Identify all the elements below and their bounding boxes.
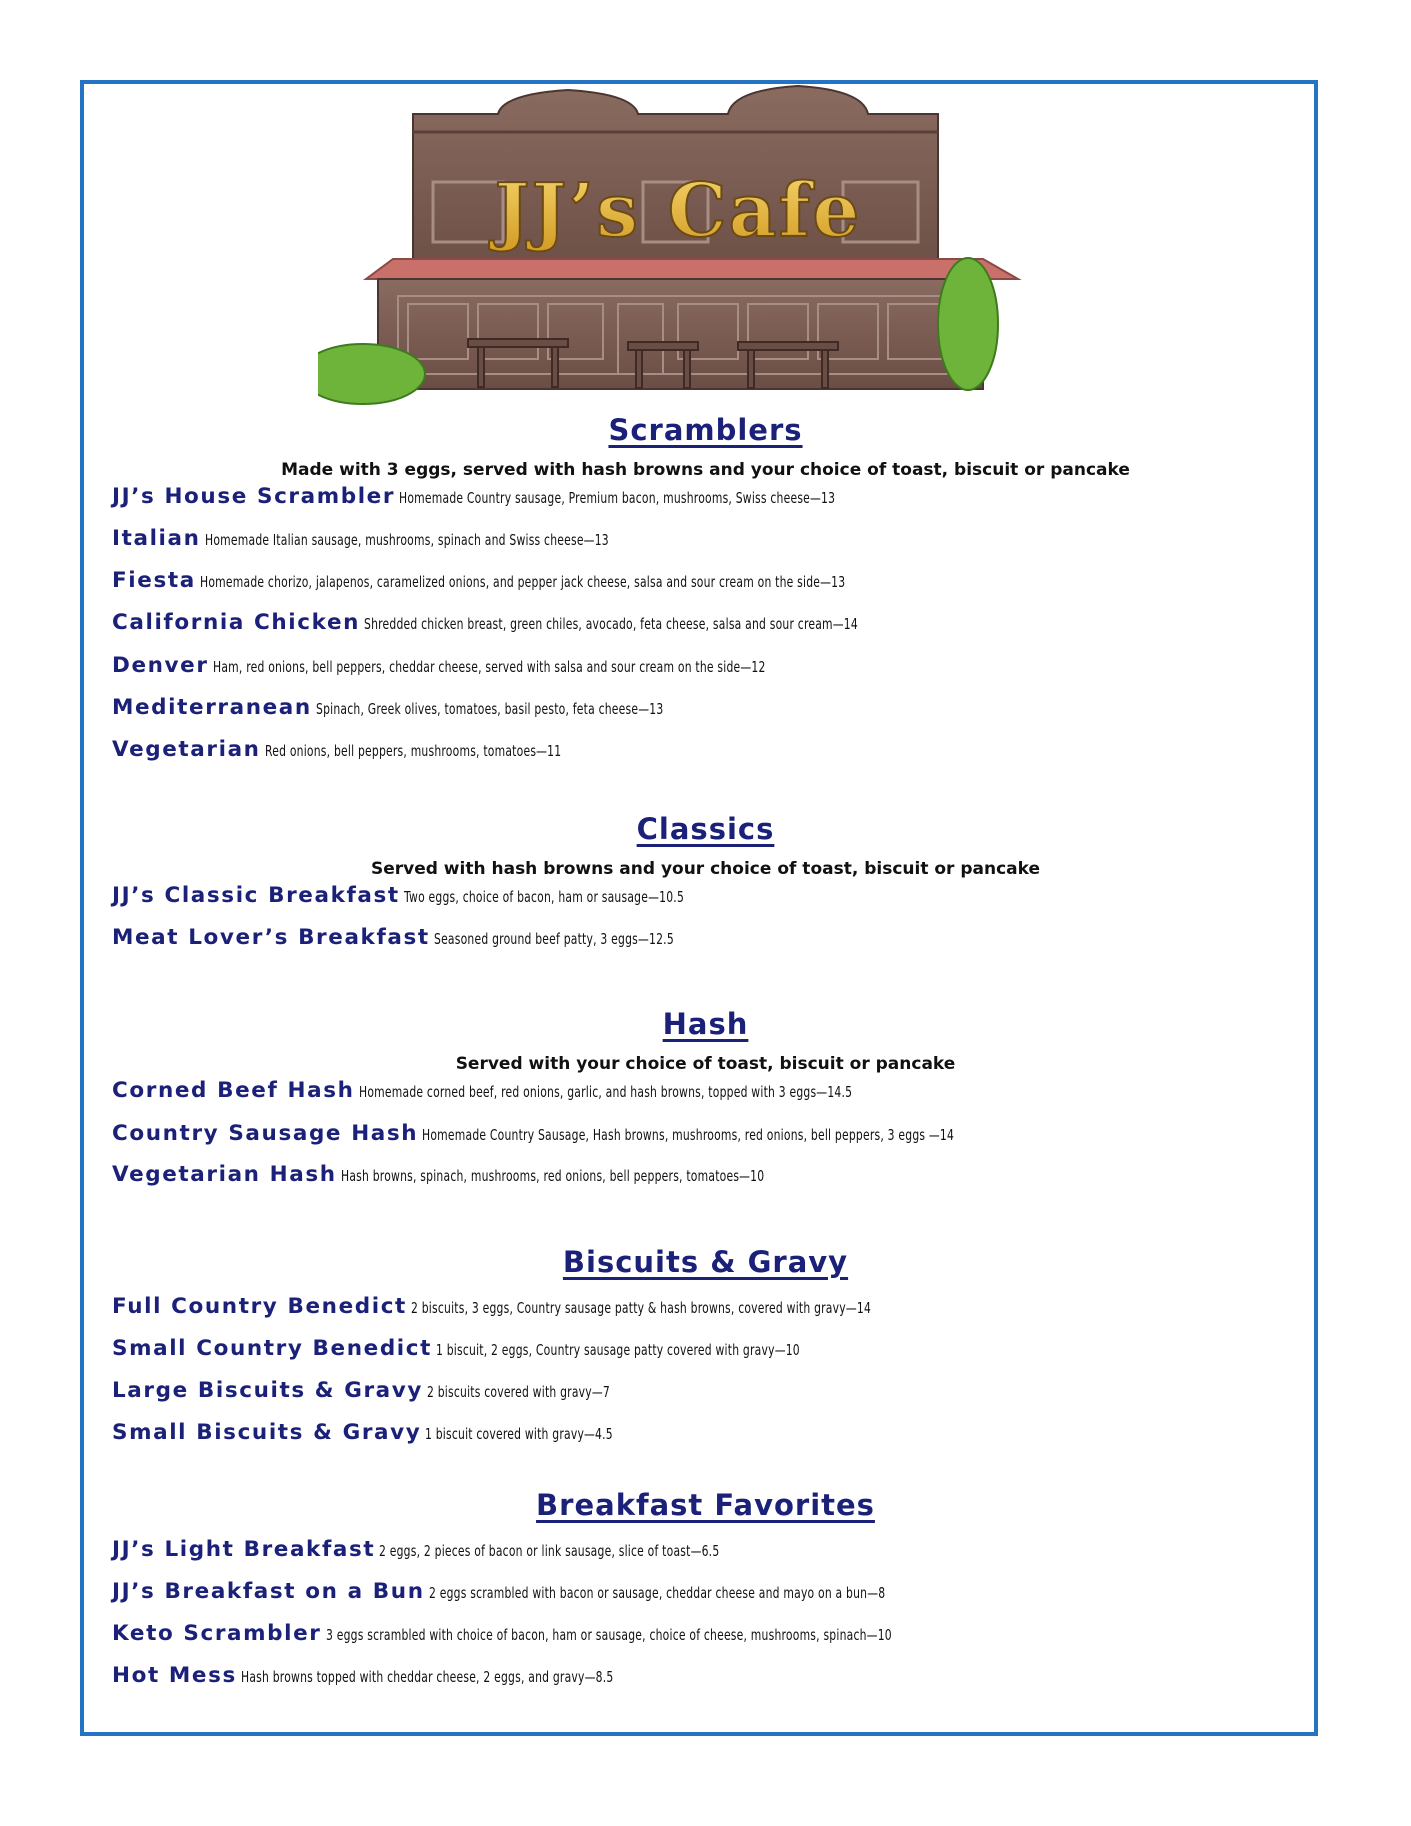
menu-item-name: Hot Mess <box>112 1663 237 1688</box>
menu-item-name: JJ’s Classic Breakfast <box>112 883 400 908</box>
section-subtitle: Made with 3 eggs, served with hash browns and your choice of toast, biscuit or pancake <box>281 460 1130 480</box>
section-title: Biscuits & Gravy <box>562 1245 849 1279</box>
menu-item-name: Keto Scrambler <box>112 1621 322 1646</box>
menu-item-name: Small Biscuits & Gravy <box>112 1420 422 1445</box>
menu-item-description: 3 eggs scrambled with choice of bacon, ham or sausage, choice of cheese, mushrooms, spinach—10 <box>325 1626 892 1644</box>
menu-item-description: Homemade Country sausage, Premium bacon, mushrooms, Swiss cheese—13 <box>399 489 836 507</box>
menu-item-name: California Chicken <box>112 610 361 635</box>
menu-item <box>112 1160 929 1190</box>
menu-item <box>112 482 1005 512</box>
menu-item <box>112 1418 686 1448</box>
menu-item <box>112 566 1096 596</box>
cafe-storefront-logo-icon <box>318 84 1098 406</box>
menu-item-description: Homemade chorizo, jalapenos, caramelized onions, and pepper jack cheese, salsa and sour cream on the side—13 <box>199 573 846 591</box>
menu-item-description: Hash browns topped with cheddar cheese, 2 eggs, and gravy—8.5 <box>240 1668 614 1686</box>
menu-item-description: 1 biscuit, 2 eggs, Country sausage patty covered with gravy—10 <box>436 1341 800 1359</box>
menu-item <box>112 651 980 681</box>
menu-item <box>112 1619 1111 1649</box>
menu-item <box>112 1292 1050 1322</box>
menu-item-description: Spinach, Greek olives, tomatoes, basil pesto, feta cheese—13 <box>315 700 664 718</box>
menu-item <box>112 1119 1161 1149</box>
menu-item-name: Fiesta <box>112 568 196 593</box>
menu-item-name: Mediterranean <box>112 695 312 720</box>
logo-wordmark: JJ’s Cafe <box>494 168 862 254</box>
menu-item-name: Vegetarian Hash <box>112 1162 337 1187</box>
section-title: Classics <box>636 812 775 846</box>
menu-item-name: JJ’s Breakfast on a Bun <box>112 1579 425 1604</box>
section-title: Hash <box>662 1007 749 1041</box>
section-subtitle: Served with your choice of toast, biscuit or pancake <box>455 1054 956 1074</box>
menu-item-name: Corned Beef Hash <box>112 1078 355 1103</box>
menu-item-name: Meat Lover’s Breakfast <box>112 925 430 950</box>
menu-item-description: Homemade Country Sausage, Hash browns, mushrooms, red onions, bell peppers, 3 eggs —14 <box>422 1126 955 1144</box>
section-title: Breakfast Favorites <box>536 1488 875 1522</box>
menu-item-name: Denver <box>112 653 209 678</box>
menu-item <box>112 881 793 911</box>
menu-item-description: Shredded chicken breast, green chiles, avocado, feta cheese, salsa and sour cream—14 <box>364 615 859 633</box>
menu-item-name: Vegetarian <box>112 737 261 762</box>
menu-item-description: Two eggs, choice of bacon, ham or sausage—10.5 <box>403 888 684 906</box>
menu-item-description: 2 eggs scrambled with bacon or sausage, cheddar cheese and mayo on a bun—8 <box>428 1584 885 1602</box>
menu-item-description: 2 biscuits, 3 eggs, Country sausage patty & hash browns, covered with gravy—14 <box>410 1299 871 1317</box>
section-title: Scramblers <box>608 413 803 447</box>
menu-item-description: 2 eggs, 2 pieces of bacon or link sausage, slice of toast—6.5 <box>379 1542 720 1560</box>
menu-item-description: Hash browns, spinach, mushrooms, red onions, bell peppers, tomatoes—10 <box>340 1167 765 1185</box>
menu-item-name: JJ’s Light Breakfast <box>112 1537 376 1562</box>
menu-item <box>112 524 765 554</box>
menu-item <box>112 1661 758 1691</box>
menu-item <box>112 1334 941 1364</box>
menu-item-name: Small Country Benedict <box>112 1336 433 1361</box>
menu-item-description: 1 biscuit covered with gravy—4.5 <box>425 1425 614 1443</box>
menu-item <box>112 1577 1062 1607</box>
menu-item-description: Homemade corned beef, red onions, garlic, and hash browns, topped with 3 eggs—14.5 <box>358 1083 852 1101</box>
menu-item-name: Large Biscuits & Gravy <box>112 1378 424 1403</box>
menu-item <box>112 693 798 723</box>
menu-item-description: Homemade Italian sausage, mushrooms, spinach and Swiss cheese—13 <box>204 531 609 549</box>
section-subtitle: Served with hash browns and your choice of toast, biscuit or pancake <box>370 859 1041 879</box>
menu-item-description: Red onions, bell peppers, mushrooms, tomatoes—11 <box>264 742 561 760</box>
menu-item <box>112 735 676 765</box>
menu-item <box>112 1076 1044 1106</box>
menu-item <box>112 923 767 953</box>
menu-item-name: Full Country Benedict <box>112 1294 407 1319</box>
menu-item-name: Italian <box>112 526 201 551</box>
menu-item-description: Seasoned ground beef patty, 3 eggs—12.5 <box>433 930 674 948</box>
menu-item <box>112 1376 681 1406</box>
menu-item <box>112 1535 852 1565</box>
menu-item-name: Country Sausage Hash <box>112 1121 419 1146</box>
menu-item-description: 2 biscuits covered with gravy—7 <box>427 1383 611 1401</box>
menu-item <box>112 608 1050 638</box>
menu-item-description: Ham, red onions, bell peppers, cheddar cheese, served with salsa and sour cream on the side—12 <box>212 658 766 676</box>
menu-item-name: JJ’s House Scrambler <box>112 484 396 509</box>
cafe-logo <box>318 84 1098 406</box>
